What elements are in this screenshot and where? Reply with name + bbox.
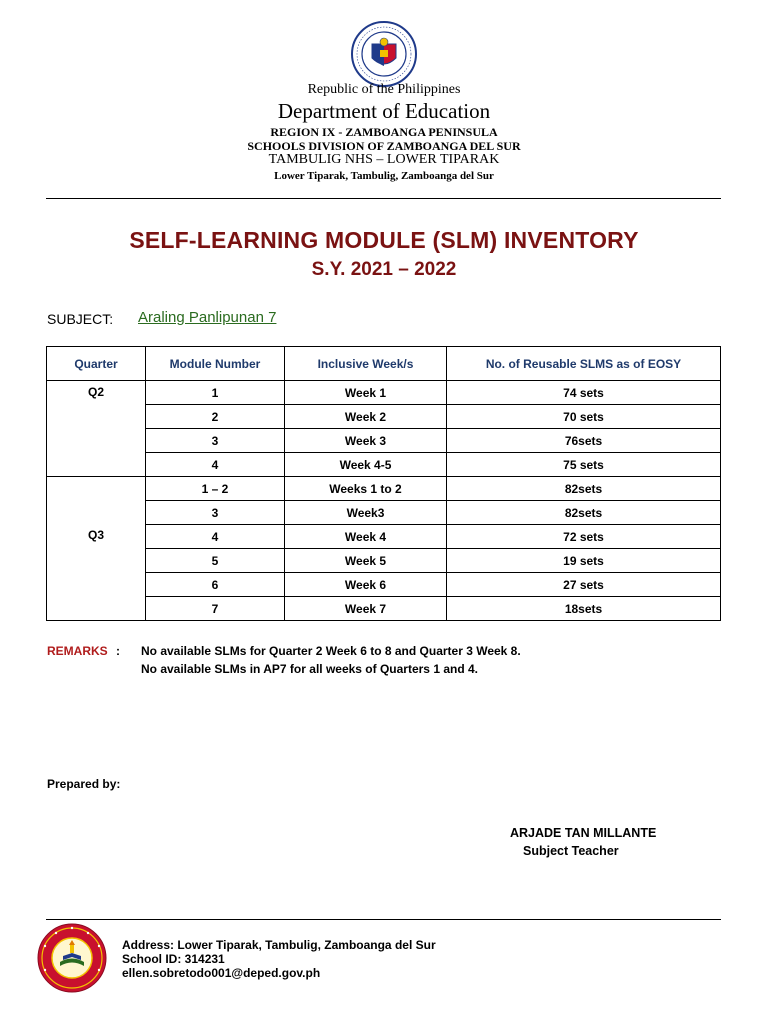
remark-line: No available SLMs for Quarter 2 Week 6 to 8 and Quarter 3 Week 8. <box>141 644 521 658</box>
header-quarter: Quarter <box>47 347 146 381</box>
count-cell: 82sets <box>447 477 721 501</box>
prepared-by-label: Prepared by: <box>47 777 121 791</box>
module-cell: 1 – 2 <box>146 477 285 501</box>
module-cell: 3 <box>146 429 285 453</box>
week-cell: Week 6 <box>285 573 447 597</box>
count-cell: 75 sets <box>447 453 721 477</box>
signer-name: ARJADE TAN MILLANTE <box>510 826 657 840</box>
table-row <box>47 381 721 405</box>
school-year: S.Y. 2021 – 2022 <box>311 259 457 280</box>
department-name: Department of Education <box>277 99 491 123</box>
count-cell: 76sets <box>447 429 721 453</box>
inventory-table <box>46 346 721 621</box>
header-reusable-slms: No. of Reusable SLMS as of EOSY <box>447 347 721 381</box>
table-row <box>47 501 721 525</box>
table-row <box>47 477 721 501</box>
subject-value: Araling Panlipunan 7 <box>138 309 277 326</box>
week-cell: Week 2 <box>285 405 447 429</box>
week-cell: Week3 <box>285 501 447 525</box>
table-row <box>47 549 721 573</box>
module-cell: 4 <box>146 453 285 477</box>
module-cell: 7 <box>146 597 285 621</box>
table-row <box>47 597 721 621</box>
count-cell: 27 sets <box>447 573 721 597</box>
subject-label: SUBJECT: <box>47 311 114 327</box>
header-inclusive-weeks: Inclusive Week/s <box>285 347 447 381</box>
school-address: Lower Tiparak, Tambulig, Zamboanga del Sur <box>274 170 494 182</box>
footer-school-id: School ID: 314231 <box>122 952 225 966</box>
remarks-label: REMARKS <box>47 644 108 658</box>
footer-address: Address: Lower Tiparak, Tambulig, Zamboanga del Sur <box>122 938 436 952</box>
school-seal-icon <box>36 922 108 994</box>
table-row <box>47 405 721 429</box>
table-row <box>47 525 721 549</box>
table-header-row <box>47 347 721 381</box>
table-row <box>47 453 721 477</box>
table-row <box>47 573 721 597</box>
week-cell: Week 5 <box>285 549 447 573</box>
module-cell: 2 <box>146 405 285 429</box>
remark-line: No available SLMs in AP7 for all weeks of Quarters 1 and 4. <box>141 662 479 676</box>
week-cell: Week 1 <box>285 381 447 405</box>
signer-role: Subject Teacher <box>523 844 619 858</box>
school-name: TAMBULIG NHS – LOWER TIPARAK <box>268 152 500 167</box>
table-row <box>47 429 721 453</box>
module-cell: 5 <box>146 549 285 573</box>
quarter-cell: Q3 <box>47 477 146 621</box>
week-cell: Weeks 1 to 2 <box>285 477 447 501</box>
module-cell: 1 <box>146 381 285 405</box>
region-line: REGION IX - ZAMBOANGA PENINSULA <box>270 125 498 139</box>
footer-divider <box>46 919 721 920</box>
count-cell: 74 sets <box>447 381 721 405</box>
header-divider <box>46 198 721 199</box>
footer-email[interactable]: ellen.sobretodo001@deped.gov.ph <box>122 966 321 980</box>
week-cell: Week 3 <box>285 429 447 453</box>
quarter-cell: Q2 <box>47 381 146 477</box>
count-cell: 72 sets <box>447 525 721 549</box>
count-cell: 70 sets <box>447 405 721 429</box>
module-cell: 3 <box>146 501 285 525</box>
division-line: SCHOOLS DIVISION OF ZAMBOANGA DEL SUR <box>247 139 521 153</box>
module-cell: 4 <box>146 525 285 549</box>
header-module-number: Module Number <box>146 347 285 381</box>
count-cell: 19 sets <box>447 549 721 573</box>
deped-seal-icon <box>350 20 418 88</box>
week-cell: Week 4 <box>285 525 447 549</box>
week-cell: Week 4-5 <box>285 453 447 477</box>
module-cell: 6 <box>146 573 285 597</box>
count-cell: 18sets <box>447 597 721 621</box>
remarks-colon: : <box>116 644 120 658</box>
count-cell: 82sets <box>447 501 721 525</box>
republic-line: Republic of the Philippines <box>307 82 461 97</box>
week-cell: Week 7 <box>285 597 447 621</box>
document-title: SELF-LEARNING MODULE (SLM) INVENTORY <box>129 227 639 253</box>
